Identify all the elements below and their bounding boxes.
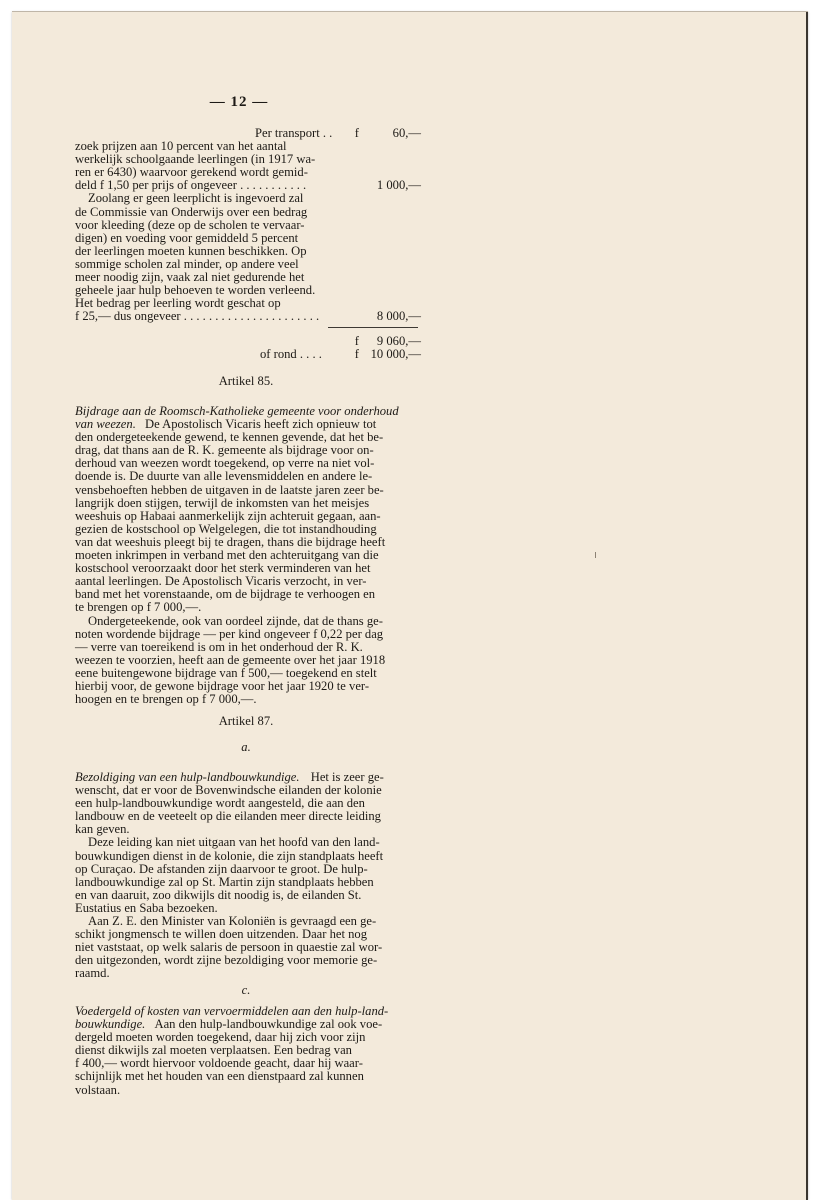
scan-top-edge	[12, 11, 808, 12]
rounded-amount: 10 000,—	[370, 347, 421, 362]
text-line: weezen te voorzien, heeft aan de gemeente over het jaar 1918	[75, 652, 386, 667]
transport-amount: 60,—	[392, 126, 421, 140]
text-line: zoek prijzen aan 10 percent van het aantal	[75, 139, 287, 154]
text-line: hierbij voor, de gewone bijdrage voor het jaar 1920 te ver-	[75, 678, 370, 693]
text-line: derhoud van weezen wordt toegekend, op verre na niet vol-	[75, 456, 375, 471]
text-line: schijnlijk met het houden van een dienstpaard zal kunnen	[75, 1069, 364, 1084]
text-line: aantal leerlingen. De Apostolisch Vicaris verzocht, in ver-	[75, 574, 367, 589]
text-line: volstaan.	[75, 1082, 121, 1097]
text-line: f 400,— wordt hiervoor voldoende geacht, daar hij waar-	[75, 1056, 363, 1071]
text-line: de Commissie van Onderwijs over een bedrag	[75, 204, 308, 219]
text-line: eene buitengewone bijdrage van f 500,— toegekend en stelt	[75, 665, 377, 680]
text-line: Ondergeteekende, ook van oordeel zijnde, dat de thans ge-	[88, 613, 383, 628]
text-line: Eustatius en Saba bezoeken.	[75, 900, 218, 915]
text-line: weeshuis op Habaai aanmerkelijk zijn achteruit gegaan, aan-	[75, 508, 381, 523]
text-line: en van daaruit, zoo dikwijls dit noodig is, de eilanden St.	[75, 887, 362, 902]
totals-block	[75, 334, 421, 362]
text-line: niet vaststaat, op welk salaris de persoon in quaestie zal wor-	[75, 940, 383, 955]
text-line: dienst dikwijls zal moeten verplaatsen. Een bedrag van	[75, 1043, 352, 1058]
text-line: der leerlingen moeten kunnen beschikken. Op	[75, 243, 307, 258]
total-currency: f	[354, 334, 359, 348]
text-line: — verre van toereikend is om in het onderhoud der R. K.	[75, 639, 363, 654]
text-line: van dat weeshuis pleegt bij te dragen, thans die bijdrage heeft	[75, 534, 386, 549]
article-87-c-title: Voedergeld of kosten van vervoermiddelen aan den hulp-land-	[75, 1004, 389, 1018]
text-line: Deze leiding kan niet uitgaan van het hoofd van den land-	[88, 835, 380, 850]
article-87-subsection-c: c.	[241, 983, 251, 997]
text-line: moeten inkrimpen in verband met den achteruitgang van die	[75, 548, 379, 563]
text-line: noten wordende bijdrage — per kind ongeveer f 0,22 per dag	[75, 626, 384, 641]
text-line: Het is zeer ge-	[310, 770, 384, 784]
amount-prizes: 1 000,—	[376, 178, 421, 193]
article-85-title: Bijdrage aan de Roomsch-Katholieke gemeente voor onderhoud	[75, 404, 399, 418]
text-line: den ondergeteekende gewend, te kennen gevende, dat het be-	[75, 430, 384, 445]
transport-currency: f	[354, 126, 359, 140]
text-line: werkelijk schoolgaande leerlingen (in 1917 wa-	[75, 152, 316, 167]
text-line: f 25,— dus ongeveer . . . . . . . . . . . . . . . . . . . . . .	[75, 309, 320, 324]
rounded-label: of rond . . . .	[260, 347, 322, 362]
text-line: raamd.	[75, 966, 110, 981]
transport-label: Per transport . .	[255, 126, 333, 140]
text-line: bouwkundigen dienst in de kolonie, die zijn standplaats heeft	[75, 848, 384, 863]
text-line: gezien de kostschool op Welgelegen, die tot instandhouding	[75, 521, 377, 536]
article-85-title-continuation: van weezen.	[75, 417, 136, 432]
text-line: kan geven.	[75, 822, 130, 837]
rounded-currency: f	[354, 347, 359, 362]
text-line: Het bedrag per leerling wordt geschat op	[75, 296, 281, 311]
transport-block	[75, 126, 421, 324]
text-line: digen) en voeding voor gemiddeld 5 percent	[75, 230, 299, 245]
total-amount: 9 060,—	[376, 334, 421, 348]
text-line: landbouwkundige zal op St. Martin zijn standplaats hebben	[75, 874, 374, 889]
page-number: — 12 —	[209, 94, 269, 110]
text-line: hoogen en te brengen op f 7 000,—.	[75, 692, 257, 707]
article-87-c-title-continuation: bouwkundige.	[75, 1017, 146, 1032]
text-line: Zoolang er geen leerplicht is ingevoerd zal	[88, 191, 304, 206]
text-line: doende is. De duurte van alle levensmiddelen en andere le-	[75, 469, 373, 484]
paper-mark	[595, 552, 596, 558]
text-line: kostschool veroorzaakt door het sterk verminderen van het	[75, 561, 371, 576]
text-line: Aan den hulp-landbouwkundige zal ook voe-	[154, 1017, 383, 1032]
text-line: dergeld moeten worden toegekend, daar hij zich voor zijn	[75, 1030, 366, 1045]
article-87-a-body	[75, 771, 417, 981]
text-line: De Apostolisch Vicaris heeft zich opnieuw tot	[145, 417, 377, 432]
text-line: te brengen op f 7 000,—.	[75, 600, 202, 615]
scan-right-edge	[806, 12, 808, 1200]
text-line: Aan Z. E. den Minister van Koloniën is gevraagd een ge-	[88, 914, 377, 929]
text-line: op Curaçao. De afstanden zijn daarvoor te groot. De hulp-	[75, 861, 368, 876]
text-line: voor kleeding (deze op de scholen te vervaar-	[75, 217, 305, 232]
text-line: den uitgezonden, wordt zijne bezoldiging voor memorie ge-	[75, 953, 378, 968]
text-line: langrijk doen stijgen, terwijl de inkomsten van het meisjes	[75, 495, 370, 510]
text-line: ren er 6430) waarvoor gerekend wordt gemid-	[75, 165, 308, 180]
text-line: geheele jaar hulp behoeven te worden verleend.	[75, 283, 316, 298]
sum-rule	[328, 327, 418, 328]
text-line: wenscht, dat er voor de Bovenwindsche eilanden der kolonie	[75, 783, 382, 798]
article-87-c-body	[75, 1005, 417, 1097]
text-line: band met het vorenstaande, om de bijdrage te verhoogen en	[75, 587, 376, 602]
text-line: drag, dat thans aan de R. K. gemeente als bijdrage voor on-	[75, 443, 374, 458]
text-line: landbouw en de veeteelt op die eilanden meer directe leiding	[75, 809, 381, 824]
text-line: meer noodig zijn, vaak zal niet gedurende het	[75, 270, 305, 285]
article-87-a-title: Bezoldiging van een hulp-landbouwkundige.	[75, 770, 300, 784]
text-line: deld f 1,50 per prijs of ongeveer . . . . . . . . . . .	[75, 178, 307, 193]
text-line: schikt jongmensch te willen doen uitzenden. Daar het nog	[75, 927, 368, 942]
article-85-body	[75, 405, 417, 706]
text-line: een hulp-landbouwkundige wordt aangesteld, die aan den	[75, 796, 365, 811]
article-87-subsection-a: a.	[241, 740, 251, 754]
text-line: vensbehoeften hebben de uitgaven in de laatste jaren zeer be-	[75, 482, 384, 497]
article-87-heading: Artikel 87.	[218, 714, 274, 728]
article-85-heading: Artikel 85.	[218, 374, 274, 388]
amount-support: 8 000,—	[376, 309, 421, 324]
text-line: sommige scholen zal minder, op andere veel	[75, 256, 299, 271]
